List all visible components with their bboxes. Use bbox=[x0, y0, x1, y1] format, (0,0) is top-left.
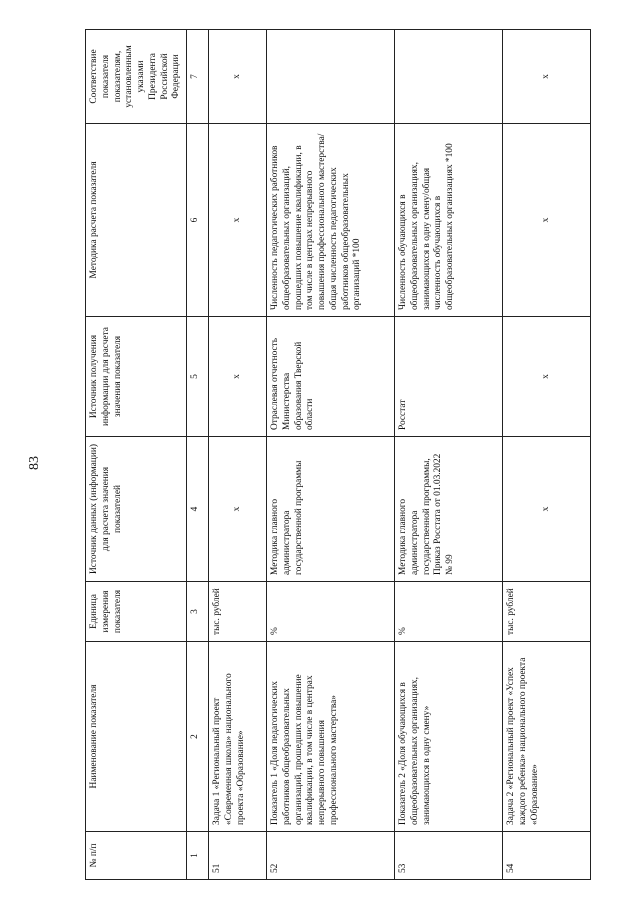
row-num: 51 bbox=[209, 832, 267, 880]
row-name: Показатель 1 «Доля педагогических работников общеобразовательных организаций, прошедших повышение квалификации, в том числе в центрах непрерывного повышения профессионального мастерства» bbox=[267, 642, 395, 832]
row-num: 52 bbox=[267, 832, 395, 880]
row-unit: % bbox=[267, 582, 395, 642]
header-row bbox=[86, 30, 187, 880]
rotated-page bbox=[85, 30, 585, 880]
col-number: 4 bbox=[187, 437, 209, 582]
col-number: 1 bbox=[187, 832, 209, 880]
row-unit: тыс. рублей bbox=[503, 582, 591, 642]
row-method: x bbox=[503, 124, 591, 317]
col-number: 2 bbox=[187, 642, 209, 832]
row-unit: % bbox=[395, 582, 503, 642]
row-method: Численность обучающихся в общеобразовательных организациях, занимающихся в одну смену/общая численность обучающихся в общеобразовательных организациях *100 bbox=[395, 124, 503, 317]
row-source-info: x bbox=[209, 317, 267, 437]
row-num: 53 bbox=[395, 832, 503, 880]
row-source-data: x bbox=[209, 437, 267, 582]
row-name: Задача 1 «Региональный проект «Современная школа» национального проекта «Образование» bbox=[209, 642, 267, 832]
row-source-data: Методика главного администратора государственной программы bbox=[267, 437, 395, 582]
row-compliance bbox=[267, 30, 395, 124]
column-numbers-row bbox=[187, 30, 209, 880]
row-num: 54 bbox=[503, 832, 591, 880]
row-source-info: Росстат bbox=[395, 317, 503, 437]
row-compliance: x bbox=[503, 30, 591, 124]
col-number: 7 bbox=[187, 30, 209, 124]
table-row bbox=[267, 30, 395, 880]
table-row bbox=[209, 30, 267, 880]
header-cell-method: Методика расчета показателя bbox=[86, 124, 187, 317]
row-compliance: x bbox=[209, 30, 267, 124]
header-cell-source-data: Источник данных (информации) для расчета значения показателей bbox=[86, 437, 187, 582]
header-cell-name: Наименование показателя bbox=[86, 642, 187, 832]
row-source-data: Методика главного администратора государственной программы, Приказ Росстата от 01.03.2022 № 99 bbox=[395, 437, 503, 582]
row-unit: тыс. рублей bbox=[209, 582, 267, 642]
table-row bbox=[395, 30, 503, 880]
row-name: Задача 2 «Региональный проект «Успех каждого ребенка» национального проекта «Образование» bbox=[503, 642, 591, 832]
row-source-info: x bbox=[503, 317, 591, 437]
row-source-info: Отраслевая отчетность Министерства образования Тверской области bbox=[267, 317, 395, 437]
row-name: Показатель 2 «Доля обучающихся в общеобразовательных организациях, занимающихся в одну смену» bbox=[395, 642, 503, 832]
col-number: 6 bbox=[187, 124, 209, 317]
table-row bbox=[503, 30, 591, 880]
page-number: 83 bbox=[27, 456, 42, 470]
row-compliance bbox=[395, 30, 503, 124]
col-number: 3 bbox=[187, 582, 209, 642]
row-method: Численность педагогических работников общеобразовательных организаций, прошедших повышение квалификации, в том числе в центрах непрерывного повышения профессионального мастерства/общая численность педагогических работников общеобразовательных организаций *100 bbox=[267, 124, 395, 317]
header-cell-compliance: Соответствие показателя показателям, установленным указами Президента Российской Федерации bbox=[86, 30, 187, 124]
header-cell-source-info: Источник получения информации для расчета значения показателя bbox=[86, 317, 187, 437]
row-method: x bbox=[209, 124, 267, 317]
header-cell-num: № п/п bbox=[86, 832, 187, 880]
row-source-data: x bbox=[503, 437, 591, 582]
col-number: 5 bbox=[187, 317, 209, 437]
header-cell-unit: Единица измерения показателя bbox=[86, 582, 187, 642]
indicators-table bbox=[85, 29, 591, 880]
